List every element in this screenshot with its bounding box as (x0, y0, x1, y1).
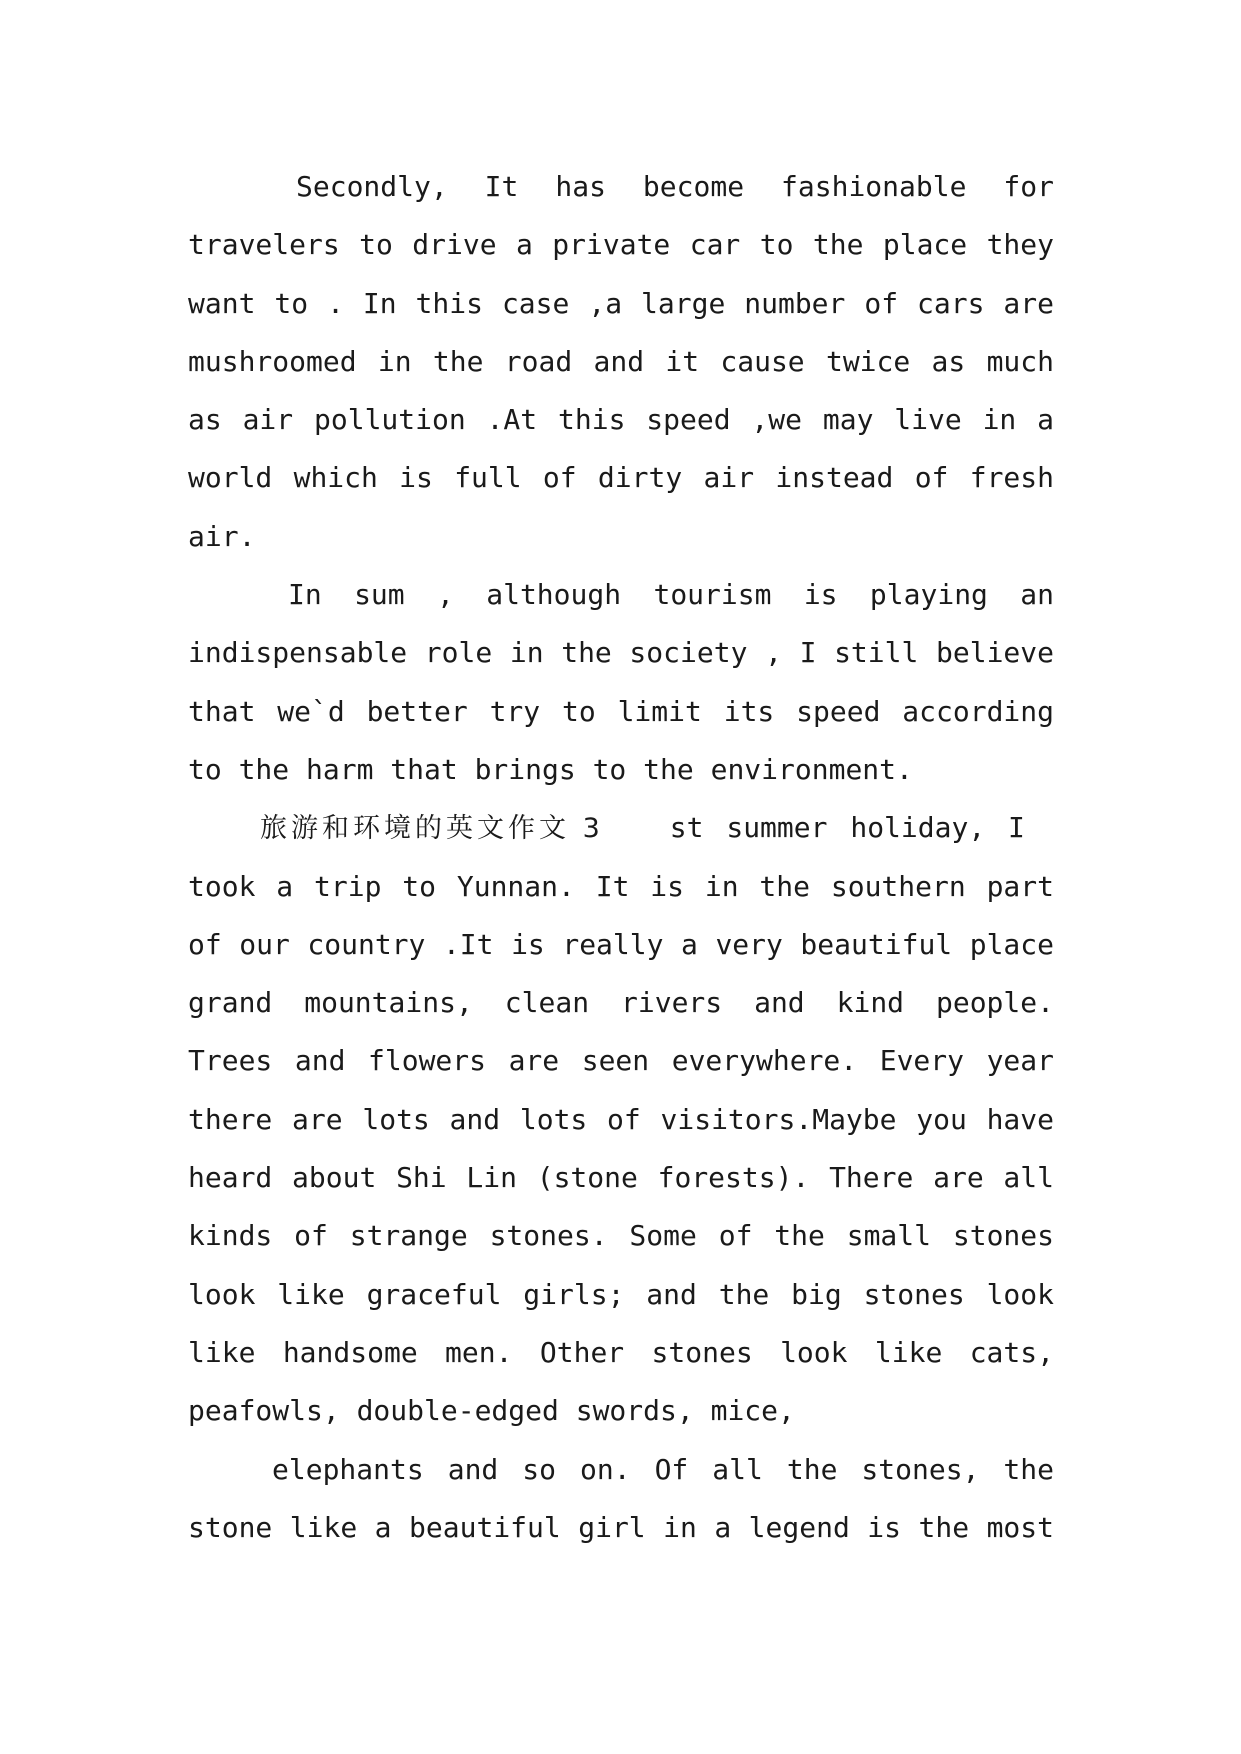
text-line: Trees and flowers are seen everywhere. Every year (188, 1044, 1054, 1078)
text-line: In sum , although tourism is playing an (288, 578, 1054, 612)
text-line: peafowls, double-edged swords, mice, (188, 1394, 795, 1428)
text-line: took a trip to Yunnan. It is in the southern part (188, 869, 1054, 903)
text-line: like handsome men. Other stones look like cats, (188, 1335, 1054, 1369)
text-line: as air pollution .At this speed ,we may live in a (188, 403, 1054, 437)
text-line: that we`d better try to limit its speed according (188, 694, 1054, 728)
text-column (188, 158, 1054, 1557)
text-line: mushroomed in the road and it cause twice as much (188, 344, 1054, 378)
text-line: Secondly, It has become fashionable for (296, 170, 1054, 203)
text-line: air. (188, 519, 256, 553)
text-line: want to . In this case ,a large number of cars are (188, 286, 1054, 320)
text-line: kinds of strange stones. Some of the small stones (188, 1219, 1054, 1253)
text-line: elephants and so on. Of all the stones, the (272, 1452, 1054, 1486)
paragraph-secondly (188, 158, 1054, 566)
text-line: travelers to drive a private car to the place they (188, 228, 1054, 262)
text-line: of our country .It is really a very beautiful place (188, 927, 1054, 961)
text-line: heard about Shi Lin (stone forests). There are all (188, 1161, 1054, 1195)
paragraph-elephants (188, 1441, 1054, 1558)
text-line: to the harm that brings to the environment. (188, 752, 913, 786)
section-heading-line (188, 799, 1054, 857)
heading-line-text: st summer holiday, I (669, 811, 1025, 845)
text-line: world which is full of dirty air instead of fresh (188, 461, 1054, 495)
section-heading: 旅游和环境的英文作文 3 (260, 813, 604, 845)
text-line: stone like a beautiful girl in a legend is the most (188, 1510, 1054, 1544)
paragraph-in-sum (188, 566, 1054, 799)
section-essay-3 (188, 799, 1054, 1440)
text-line: grand mountains, clean rivers and kind people. (188, 986, 1054, 1020)
text-line: look like graceful girls; and the big stones look (188, 1277, 1054, 1311)
text-line: there are lots and lots of visitors.Maybe you have (188, 1102, 1054, 1136)
text-line: indispensable role in the society , I still believe (188, 636, 1054, 670)
